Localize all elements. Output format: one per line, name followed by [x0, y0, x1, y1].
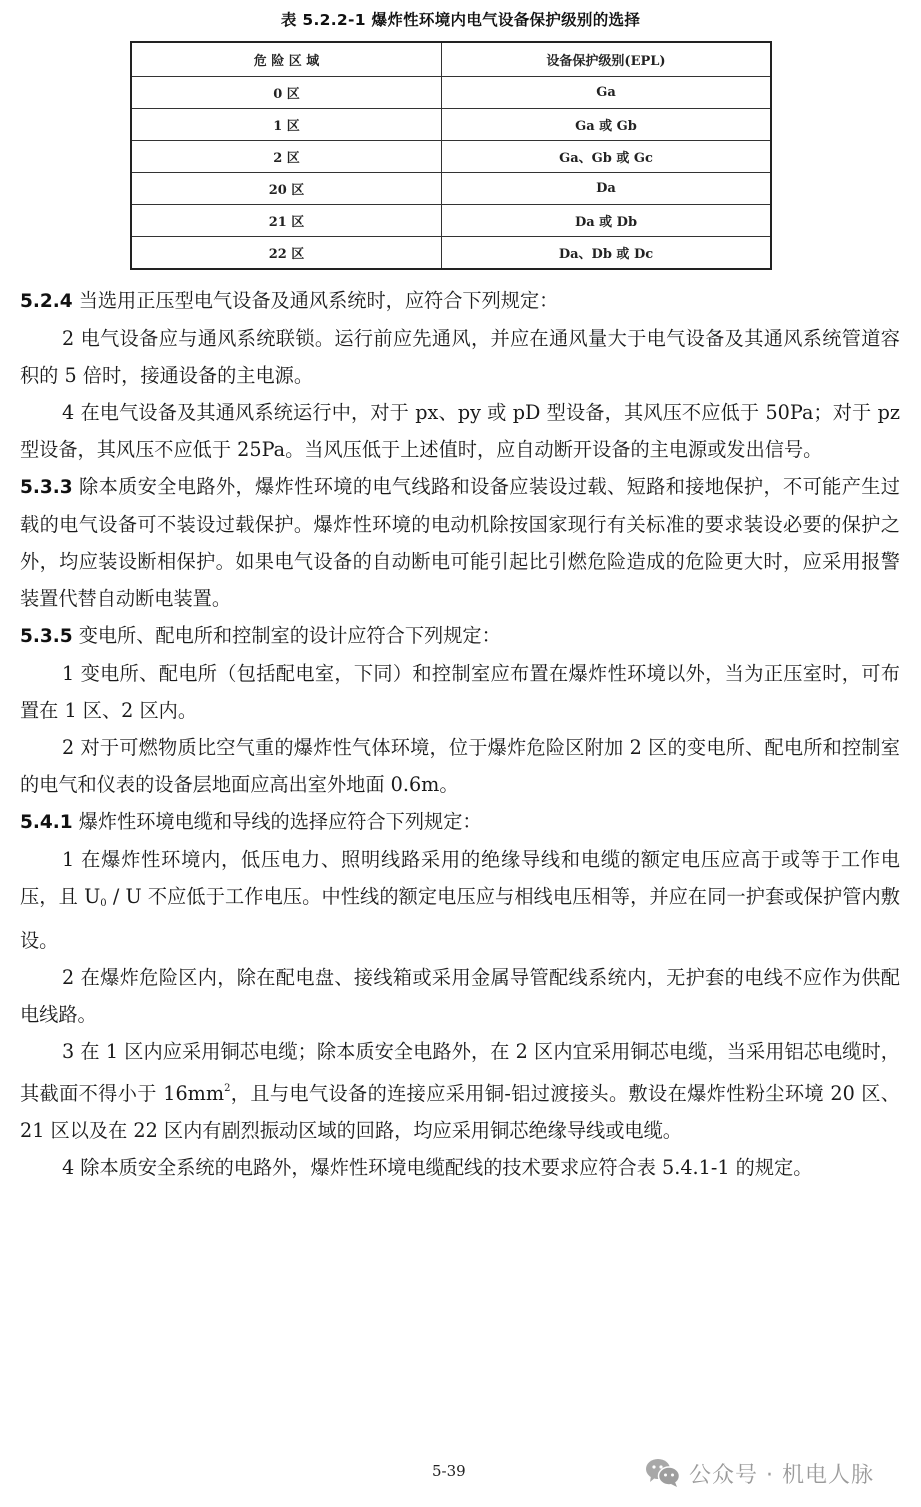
clause-item: 2 对于可燃物质比空气重的爆炸性气体环境，位于爆炸危险区附加 2 区的变电所、配电所和控制室的电气和仪表的设备层地面应高出室外地面 0.6m。 [20, 736, 900, 796]
cell-zone: 22 区 [131, 237, 442, 270]
cell-epl: Da、Db 或 Dc [442, 237, 772, 270]
superscript: 2 [224, 1083, 231, 1094]
clause-number: 5.3.5 [20, 626, 73, 647]
clause-5-3-3 [20, 468, 900, 617]
watermark [645, 1455, 874, 1491]
cell-epl: Da [442, 173, 772, 205]
clause-5-2-4 [20, 282, 900, 320]
table-row [131, 237, 771, 270]
watermark-text: 公众号 · 机电人脉 [689, 1462, 874, 1488]
cell-zone: 1 区 [131, 109, 442, 141]
cell-zone: 20 区 [131, 173, 442, 205]
clause-number: 5.3.3 [20, 477, 73, 498]
wechat-icon [645, 1458, 681, 1488]
document-body [20, 282, 900, 1186]
clause-item: 2 电气设备应与通风系统联锁。运行前应先通风，并应在通风量大于电气设备及其通风系统管道容积的 5 倍时，接通设备的主电源。 [20, 327, 900, 387]
cell-zone: 21 区 [131, 205, 442, 237]
item-text: 1 在爆炸性环境内，低压电力、照明线路采用的绝缘导线和电缆的额定电压应高于或等于工作电压，且 U [20, 848, 900, 908]
epl-table [130, 41, 772, 270]
cell-epl: Ga [442, 77, 772, 109]
item-text: / U 不应低于工作电压。中性线的额定电压应与相线电压相等，并应在同一护套或保护管内敷设。 [20, 885, 900, 952]
header-epl: 设备保护级别(EPL) [442, 42, 772, 77]
cell-epl: Ga、Gb 或 Gc [442, 141, 772, 173]
page-number: 5-39 [432, 1462, 466, 1480]
table-row [131, 205, 771, 237]
table-caption: 表 5.2.2-1 爆炸性环境内电气设备保护级别的选择 [280, 11, 641, 29]
table-row [131, 77, 771, 109]
table-row [131, 109, 771, 141]
table-row [131, 173, 771, 205]
clause-title: 变电所、配电所和控制室的设计应符合下列规定： [78, 624, 501, 647]
clause-item: 4 在电气设备及其通风系统运行中，对于 px、py 或 pD 型设备，其风压不应低于 50Pa；对于 pz 型设备，其风压不应低于 25Pa。当风压低于上述值时，应自动断开设备的主电源或发出信号。 [20, 401, 900, 461]
item-text: 3 在 1 区内应采用铜芯电缆；除本质安全电路外，在 2 区内宜采用铜芯电缆，当采用铝芯电缆时，其截面不得小于 16mm [20, 1040, 900, 1105]
clause-title: 当选用正压型电气设备及通风系统时，应符合下列规定： [78, 289, 559, 312]
clause-item [20, 841, 900, 959]
clause-item: 4 除本质安全系统的电路外，爆炸性环境电缆配线的技术要求应符合表 5.4.1-1 的规定。 [62, 1156, 813, 1179]
table-header-row [131, 42, 771, 77]
subscript: 0 [100, 898, 107, 909]
clause-item: 2 在爆炸危险区内，除在配电盘、接线箱或采用金属导管配线系统内，无护套的电线不应作为供配电线路。 [20, 966, 900, 1026]
clause-item [20, 1033, 900, 1149]
clause-number: 5.2.4 [20, 291, 73, 312]
cell-epl: Ga 或 Gb [442, 109, 772, 141]
clause-item: 1 变电所、配电所（包括配电室，下同）和控制室应布置在爆炸性环境以外，当为正压室时，可布置在 1 区、2 区内。 [20, 662, 900, 722]
item-text: ，且与电气设备的连接应采用铜-铝过渡接头。敷设在爆炸性粉尘环境 20 区、21 区以及在 22 区内有剧烈振动区域的回路，均应采用铜芯绝缘导线或电缆。 [20, 1082, 900, 1142]
cell-zone: 2 区 [131, 141, 442, 173]
clause-5-4-1 [20, 803, 900, 841]
clause-number: 5.4.1 [20, 812, 73, 833]
table-row [131, 141, 771, 173]
header-hazard-zone: 危 险 区 域 [131, 42, 442, 77]
clause-5-3-5 [20, 617, 900, 655]
clause-text: 除本质安全电路外，爆炸性环境的电气线路和设备应装设过载、短路和接地保护，不可能产生过载的电气设备可不装设过载保护。爆炸性环境的电动机除按国家现行有关标准的要求装设必要的保护之外，均应装设断相保护。如果电气设备的自动断电可能引起比引燃危险造成的危险更大时，应采用报警装置代替自动断电装置。 [20, 475, 900, 610]
clause-title: 爆炸性环境电缆和导线的选择应符合下列规定： [78, 810, 482, 833]
cell-epl: Da 或 Db [442, 205, 772, 237]
cell-zone: 0 区 [131, 77, 442, 109]
